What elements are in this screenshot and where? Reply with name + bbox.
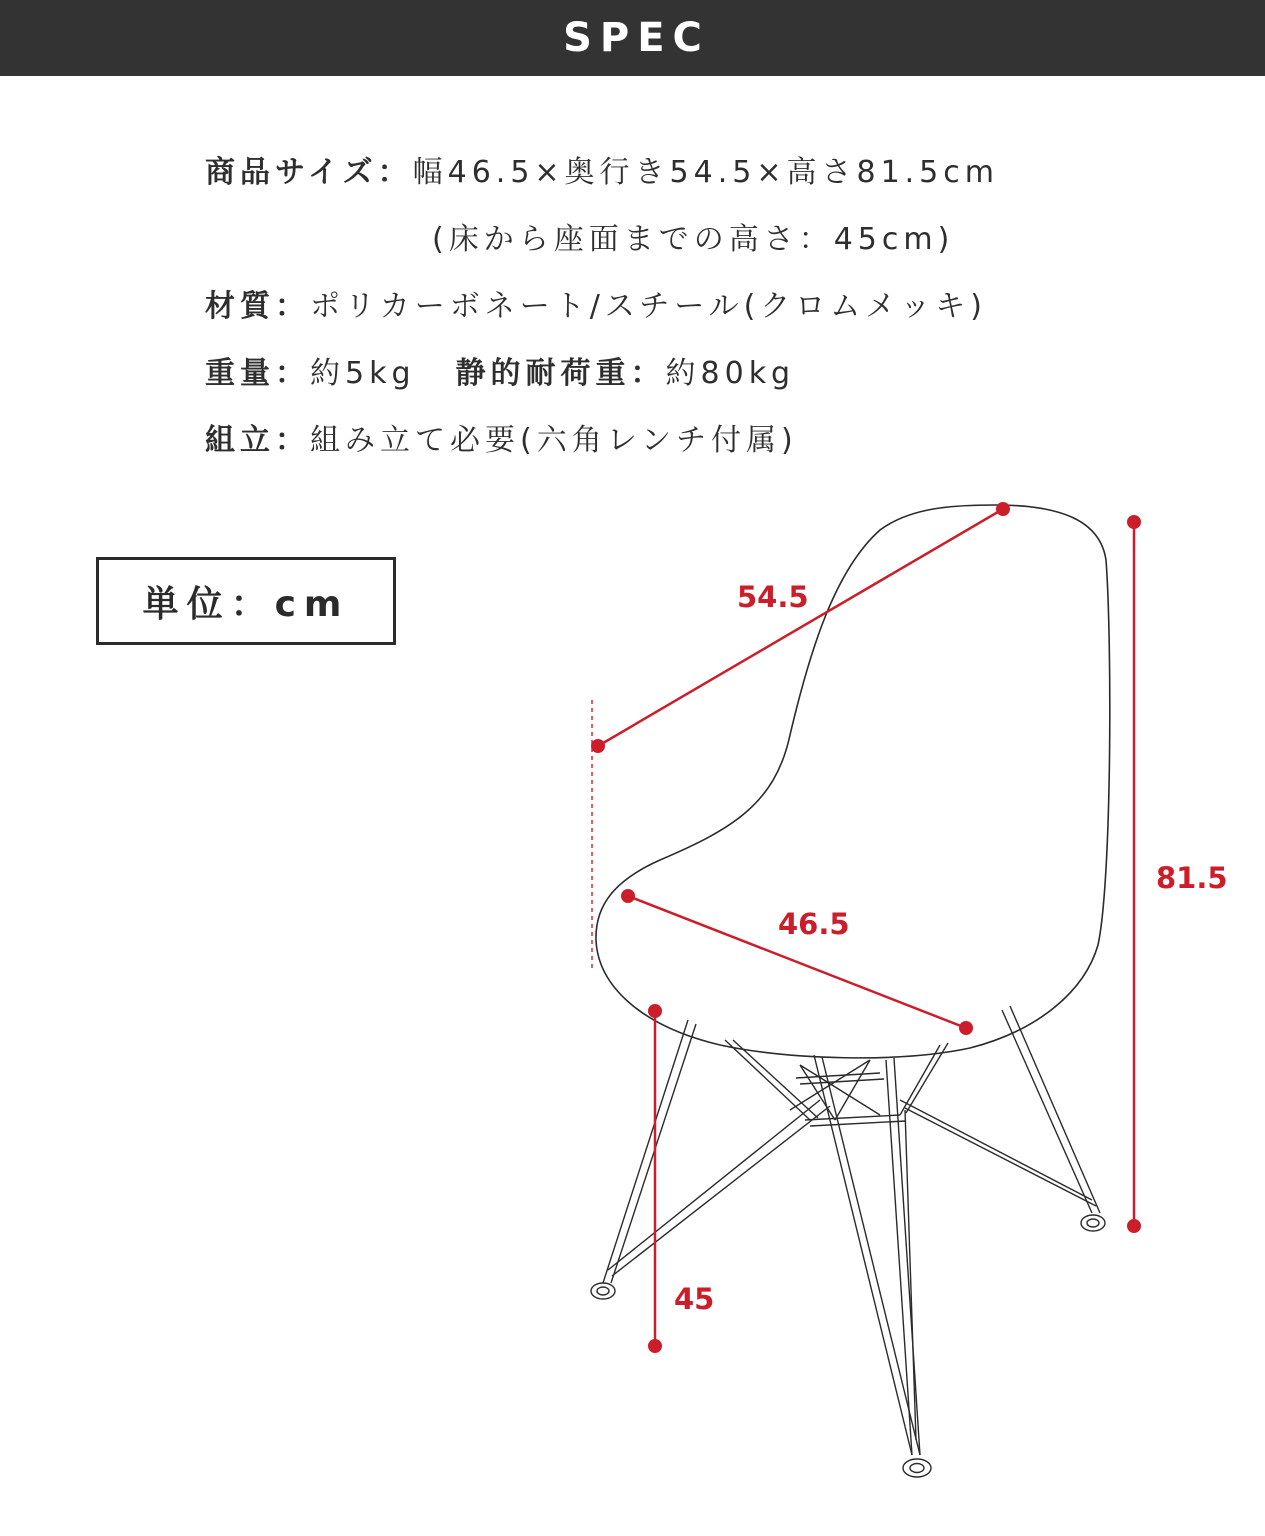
spec-weight-label: 重量 (205, 356, 275, 391)
spec-size-value: 幅46.5×奥行き54.5×高さ81.5cm (412, 155, 999, 190)
separator: ： (377, 155, 413, 190)
seat-height-endpoint (648, 1339, 662, 1353)
depth-dimension-label: 54.5 (737, 580, 809, 614)
width-endpoint (959, 1021, 973, 1035)
spec-assembly-value: 組み立て必要(六角レンチ付属) (310, 423, 798, 458)
unit-label: 単位：cm (142, 583, 350, 625)
wire-base (603, 1006, 1100, 1455)
page-title: SPEC (563, 15, 710, 61)
depth-endpoint (591, 739, 605, 753)
spec-load-label: 静的耐荷重 (455, 356, 631, 391)
spec-load-value: 約80kg (665, 356, 796, 391)
depth-dimension-line (598, 509, 1003, 746)
separator: ： (275, 356, 310, 391)
glides (591, 1215, 1105, 1477)
depth-endpoint (996, 502, 1010, 516)
width-dimension-label: 46.5 (778, 907, 850, 941)
separator: ： (275, 423, 310, 458)
separator: ： (630, 356, 666, 391)
spec-material-label: 材質 (205, 289, 275, 324)
spec-material-value: ポリカーボネート/スチール(クロムメッキ) (310, 289, 988, 324)
height-endpoint (1127, 1219, 1141, 1233)
height-dimension-label: 81.5 (1156, 861, 1228, 895)
seat-height-endpoint (648, 1004, 662, 1018)
height-endpoint (1127, 515, 1141, 529)
chair-shell (596, 505, 1110, 1058)
spec-weight-value: 約5kg (310, 356, 416, 391)
seat-height-dimension-label: 45 (674, 1282, 715, 1316)
width-endpoint (621, 889, 635, 903)
spec-size-label: 商品サイズ (205, 155, 378, 190)
spec-seat-height-note: (床から座面までの高さ：45cm) (432, 222, 955, 257)
separator: ： (275, 289, 310, 324)
spec-assembly-label: 組立 (205, 423, 275, 458)
